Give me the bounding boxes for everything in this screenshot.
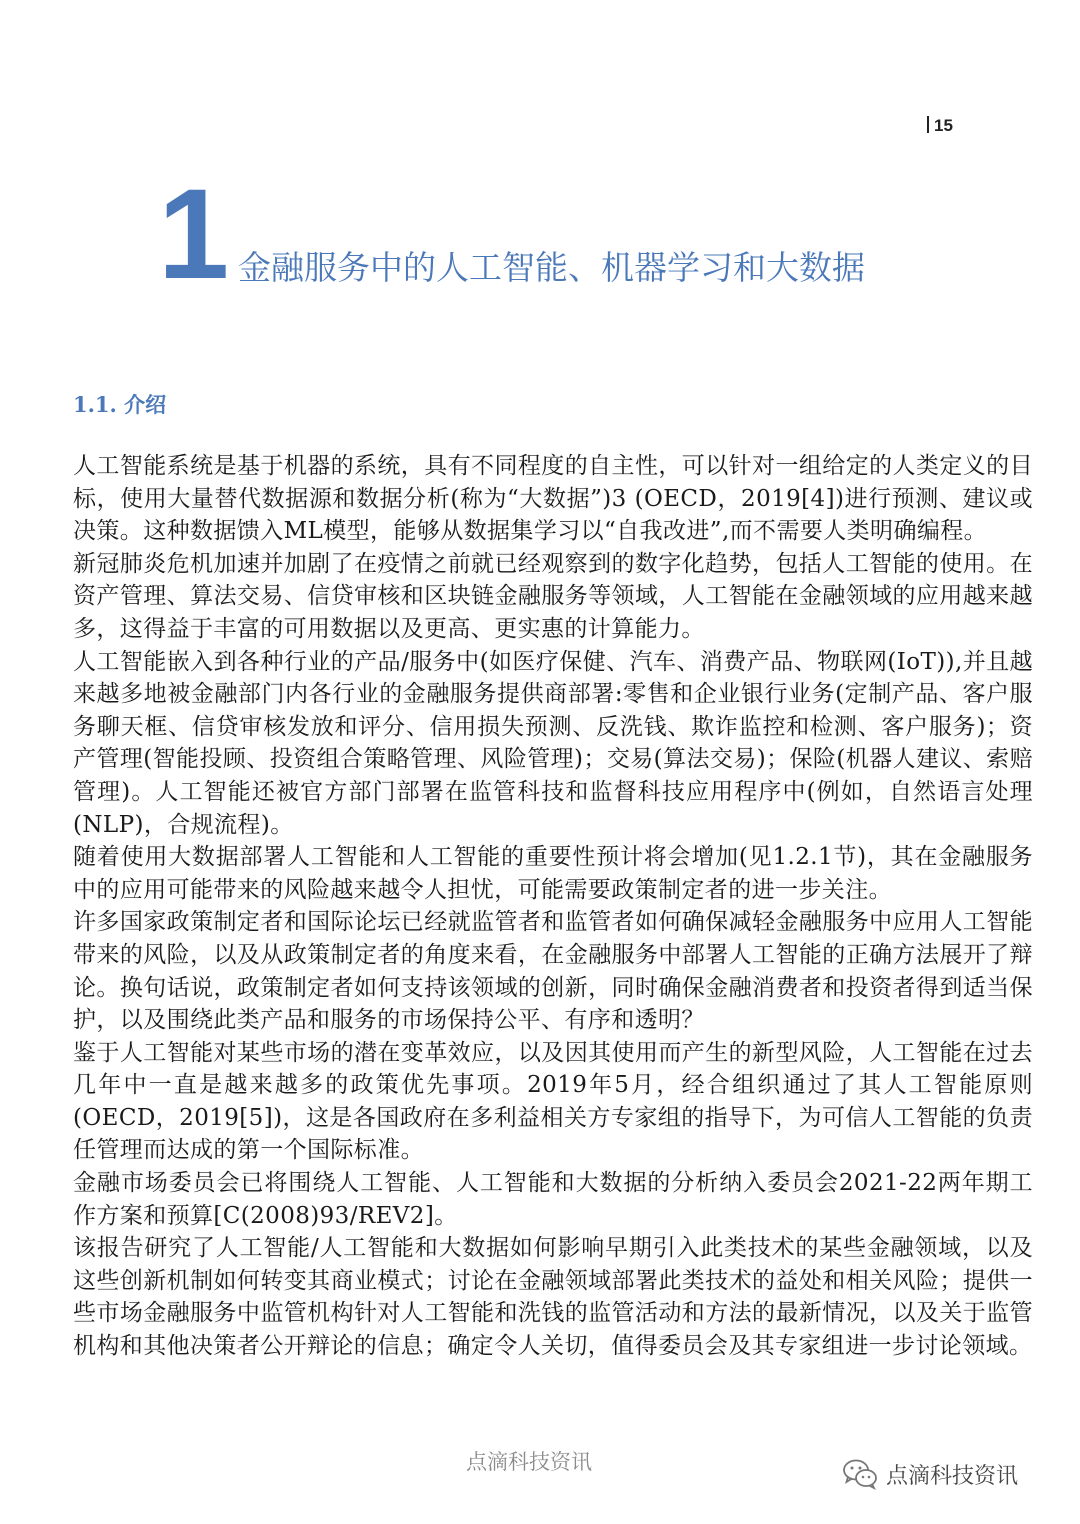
paragraph: 人工智能系统是基于机器的系统，具有不同程度的自主性，可以针对一组给定的人类定义的目标，使用大量替代数据源和数据分析(称为“大数据”)3 (OECD，2019[4])进行预测、建议或决策。这种数据馈入ML模型，能够从数据集学习以“自我改进”,而不需要人类明确编程。 xyxy=(73,453,1033,545)
section-heading: 1.1. 介绍 xyxy=(73,392,167,417)
paragraph: 随着使用大数据部署人工智能和人工智能的重要性预计将会增加(见1.2.1节)，其在金融服务中的应用可能带来的风险越来越令人担忧，可能需要政策制定者的进一步关注。 xyxy=(73,844,1033,903)
paragraph: 人工智能嵌入到各种行业的产品/服务中(如医疗保健、汽车、消费产品、物联网(IoT)),并且越来越多地被金融部门内各行业的金融服务提供商部署:零售和企业银行业务(定制产品、客户服务聊天框、信贷审核发放和评分、信用损失预测、反洗钱、欺诈监控和检测、客户服务)；资产管理(智能投顾、投资组合策略管理、风险管理)；交易(算法交易)；保险(机器人建议、索赔管理)。人工智能还被官方部门部署在监管科技和监督科技应用程序中(例如，自然语言处理(NLP)，合规流程)。 xyxy=(73,648,1033,838)
wechat-icon xyxy=(842,1458,878,1490)
page-number-value: 15 xyxy=(934,116,953,135)
paragraph: 新冠肺炎危机加速并加剧了在疫情之前就已经观察到的数字化趋势，包括人工智能的使用。在资产管理、算法交易、信贷审核和区块链金融服务等领域，人工智能在金融领域的应用越来越多，这得益于丰富的可用数据以及更高、更实惠的计算能力。 xyxy=(73,550,1033,642)
watermark-text: 点滴科技资讯 xyxy=(466,1450,592,1474)
chapter-number: 1 xyxy=(158,163,230,306)
wechat-watermark xyxy=(842,1458,1018,1490)
chapter-title: 金融服务中的人工智能、机器学习和大数据 xyxy=(238,248,865,287)
paragraph: 鉴于人工智能对某些市场的潜在变革效应，以及因其使用而产生的新型风险，人工智能在过去几年中一直是越来越多的政策优先事项。2019年5月，经合组织通过了其人工智能原则(OECD，2019[5])，这是各国政府在多利益相关方专家组的指导下，为可信人工智能的负责任管理而达成的第一个国际标准。 xyxy=(73,1039,1033,1164)
page-number xyxy=(927,116,953,136)
paragraph: 该报告研究了人工智能/人工智能和大数据如何影响早期引入此类技术的某些金融领域，以及这些创新机制如何转变其商业模式；讨论在金融领域部署此类技术的益处和相关风险；提供一些市场金融服务中监管机构针对人工智能和洗钱的监管活动和方法的最新情况，以及关于监管机构和其他决策者公开辩论的信息；确定令人关切，值得委员会及其专家组进一步讨论领域。 xyxy=(73,1235,1033,1360)
page-number-divider xyxy=(927,116,929,133)
paragraph: 许多国家政策制定者和国际论坛已经就监管者和监管者如何确保减轻金融服务中应用人工智能带来的风险，以及从政策制定者的角度来看，在金融服务中部署人工智能的正确方法展开了辩论。换句话说，政策制定者如何支持该领域的创新，同时确保金融消费者和投资者得到适当保护，以及围绕此类产品和服务的市场保持公平、有序和透明？ xyxy=(73,909,1033,1034)
paragraph: 金融市场委员会已将围绕人工智能、人工智能和大数据的分析纳入委员会2021-22两年期工作方案和预算[C(2008)93/REV2]。 xyxy=(73,1170,1033,1229)
wechat-account-name: 点滴科技资讯 xyxy=(886,1463,1019,1489)
body-text xyxy=(73,450,1033,1363)
